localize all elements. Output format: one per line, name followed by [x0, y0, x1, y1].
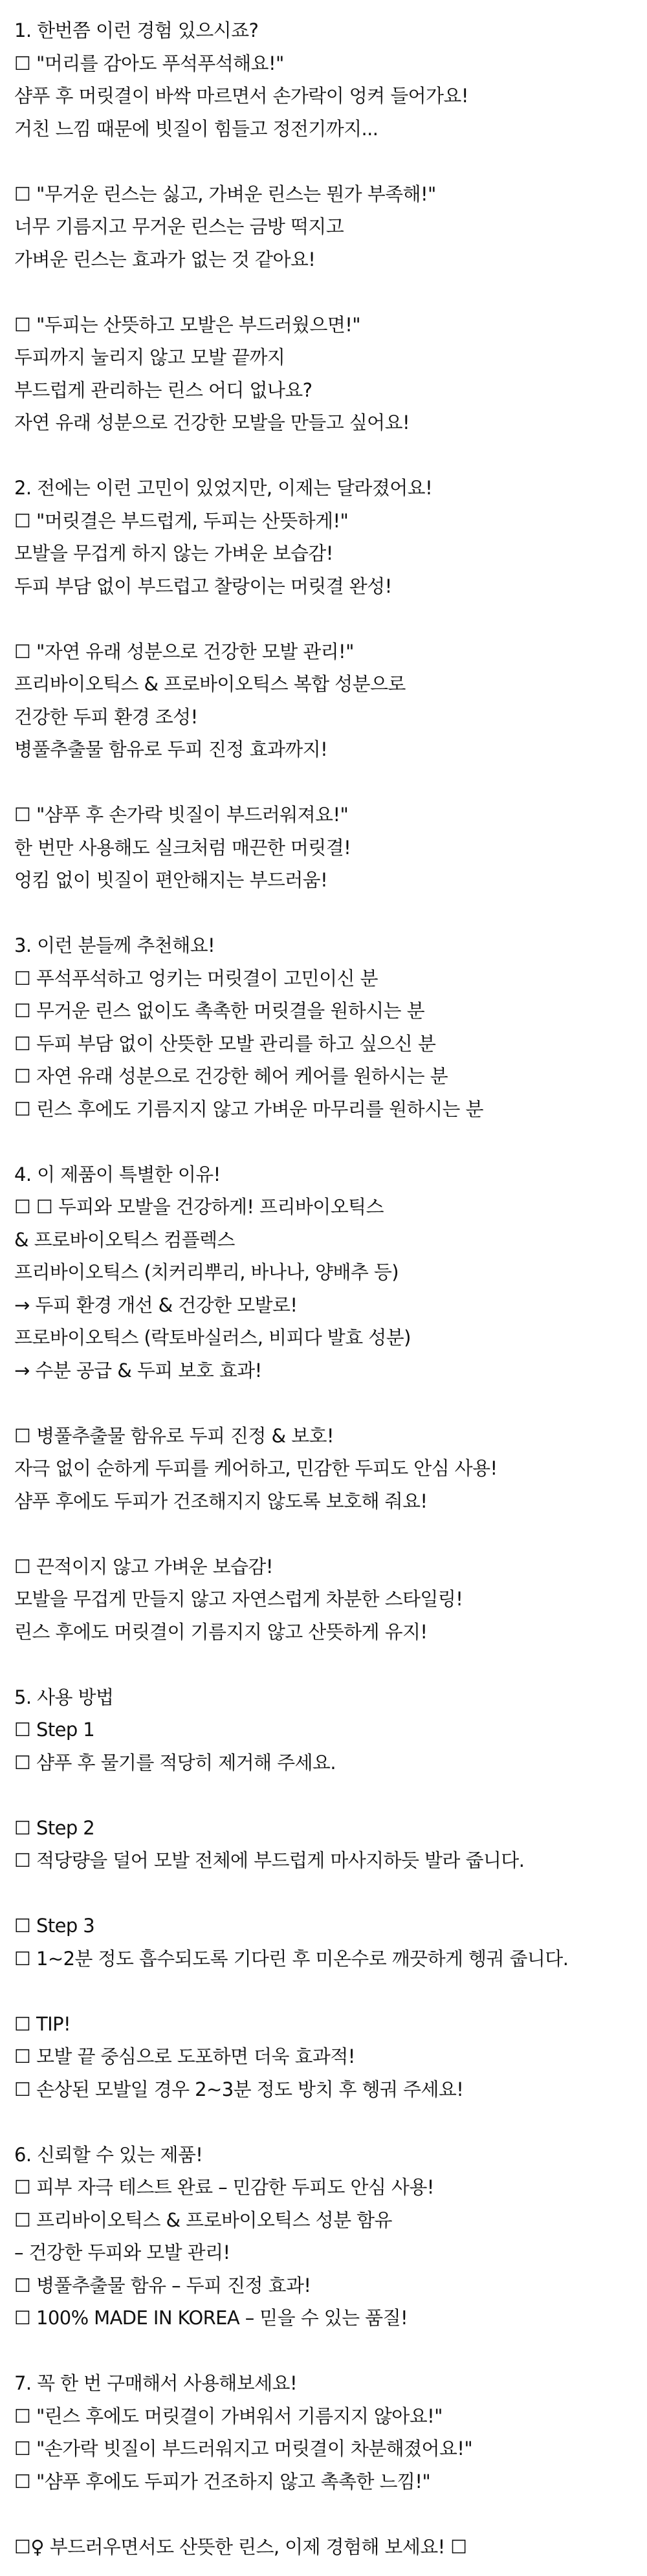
text-line: ☐ 병풀추출물 함유 – 두피 진정 효과! — [14, 2274, 311, 2296]
text-line: 엉킴 없이 빗질이 편안해지는 부드러움! — [14, 869, 328, 891]
text-line: 너무 기름지고 무거운 린스는 금방 떡지고 — [14, 215, 344, 237]
text-line: ☐♀ 부드러우면서도 산뜻한 린스, 이제 경험해 보세요! ☐ — [14, 2536, 467, 2558]
text-line: ☐ 피부 자극 테스트 완료 – 민감한 두피도 안심 사용! — [14, 2176, 434, 2198]
section-heading: 1. 한번쯤 이런 경험 있으시죠? — [14, 19, 259, 41]
text-line: ☐ 손상된 모발일 경우 2~3분 정도 방치 후 헹궈 주세요! — [14, 2078, 464, 2100]
text-line: 한 번만 사용해도 실크처럼 매끈한 머릿결! — [14, 837, 351, 859]
text-line: 샴푸 후 머릿결이 바싹 마르면서 손가락이 엉켜 들어가요! — [14, 85, 468, 107]
text-line: ☐ "머리를 감아도 푸석푸석해요!" — [14, 52, 284, 74]
text-line: 모발을 무겁게 만들지 않고 자연스럽게 차분한 스타일링! — [14, 1588, 463, 1610]
text-line: – 건강한 두피와 모발 관리! — [14, 2241, 230, 2263]
text-line: ☐ ☐ 두피와 모발을 건강하게! 프리바이오틱스 — [14, 1196, 384, 1218]
text-line: ☐ "무거운 린스는 싫고, 가벼운 린스는 뭔가 부족해!" — [14, 183, 436, 205]
text-line: 샴푸 후에도 두피가 건조해지지 않도록 보호해 줘요! — [14, 1490, 428, 1512]
text-line: 병풀추출물 함유로 두피 진정 효과까지! — [14, 738, 328, 760]
text-line: ☐ 끈적이지 않고 가벼운 보습감! — [14, 1556, 273, 1578]
text-line: ☐ Step 1 — [14, 1719, 95, 1741]
text-line: ☐ 푸석푸석하고 엉키는 머릿결이 고민이신 분 — [14, 967, 378, 989]
text-line: ☐ "샴푸 후에도 두피가 건조하지 않고 촉촉한 느낌!" — [14, 2471, 431, 2493]
text-line: ☐ 무거운 린스 없이도 촉촉한 머릿결을 원하시는 분 — [14, 1000, 425, 1022]
text-line: 자극 없이 순하게 두피를 케어하고, 민감한 두피도 안심 사용! — [14, 1457, 498, 1479]
text-line: ☐ "머릿결은 부드럽게, 두피는 산뜻하게!" — [14, 510, 349, 532]
text-line: ☐ 1~2분 정도 흡수되도록 기다린 후 미온수로 깨끗하게 헹궈 줍니다. — [14, 1948, 569, 1970]
section-heading: 3. 이런 분들께 추천해요! — [14, 934, 215, 956]
text-line: ☐ "두피는 산뜻하고 모발은 부드러웠으면!" — [14, 314, 360, 336]
text-line: ☐ "린스 후에도 머릿결이 가벼워서 기름지지 않아요!" — [14, 2405, 443, 2427]
text-line: 거친 느낌 때문에 빗질이 힘들고 정전기까지... — [14, 118, 378, 140]
section-heading: 5. 사용 방법 — [14, 1686, 114, 1708]
text-line: ☐ 100% MADE IN KOREA – 믿을 수 있는 품질! — [14, 2307, 408, 2329]
section-heading: 2. 전에는 이런 고민이 있었지만, 이제는 달라졌어요! — [14, 477, 433, 499]
text-line: ☐ Step 3 — [14, 1915, 95, 1937]
text-line: ☐ 모발 끝 중심으로 도포하면 더욱 효과적! — [14, 2045, 355, 2067]
text-line: 두피 부담 없이 부드럽고 찰랑이는 머릿결 완성! — [14, 575, 392, 597]
text-line: ☐ 두피 부담 없이 산뜻한 모발 관리를 하고 싶으신 분 — [14, 1033, 436, 1055]
text-line: 자연 유래 성분으로 건강한 모발을 만들고 싶어요! — [14, 412, 410, 434]
section-heading: 4. 이 제품이 특별한 이유! — [14, 1163, 221, 1185]
text-line: 모발을 무겁게 하지 않는 가벼운 보습감! — [14, 542, 333, 564]
section-heading: 6. 신뢰할 수 있는 제품! — [14, 2144, 203, 2166]
text-line: ☐ TIP! — [14, 2013, 71, 2035]
text-line: 프로바이오틱스 (락토바실러스, 비피다 발효 성분) — [14, 1327, 411, 1349]
text-line: → 두피 환경 개선 & 건강한 모발로! — [14, 1294, 298, 1316]
text-line: 부드럽게 관리하는 린스 어디 없나요? — [14, 379, 313, 401]
section-heading: 7. 꼭 한 번 구매해서 사용해보세요! — [14, 2372, 297, 2394]
text-line: ☐ "자연 유래 성분으로 건강한 모발 관리!" — [14, 641, 354, 663]
text-line: → 수분 공급 & 두피 보호 효과! — [14, 1360, 262, 1382]
text-line: 프리바이오틱스 (치커리뿌리, 바나나, 양배추 등) — [14, 1261, 399, 1283]
text-line: 린스 후에도 머릿결이 기름지지 않고 산뜻하게 유지! — [14, 1621, 428, 1643]
text-line: ☐ 샴푸 후 물기를 적당히 제거해 주세요. — [14, 1752, 336, 1774]
text-line: ☐ 프리바이오틱스 & 프로바이오틱스 성분 함유 — [14, 2209, 392, 2231]
text-line: & 프로바이오틱스 컴플렉스 — [14, 1229, 235, 1251]
text-line: ☐ 병풀추출물 함유로 두피 진정 & 보호! — [14, 1425, 334, 1447]
text-line: ☐ 자연 유래 성분으로 건강한 헤어 케어를 원하시는 분 — [14, 1065, 448, 1087]
text-line: 프리바이오틱스 & 프로바이오틱스 복합 성분으로 — [14, 673, 406, 695]
text-line: ☐ 린스 후에도 기름지지 않고 가벼운 마무리를 원하시는 분 — [14, 1098, 483, 1120]
text-line: ☐ "손가락 빗질이 부드러워지고 머릿결이 차분해졌어요!" — [14, 2438, 473, 2460]
text-line: 가벼운 린스는 효과가 없는 것 같아요! — [14, 248, 316, 270]
text-line: ☐ "샴푸 후 손가락 빗질이 부드러워져요!" — [14, 804, 349, 826]
text-line: 건강한 두피 환경 조성! — [14, 706, 198, 728]
text-line: ☐ Step 2 — [14, 1817, 95, 1839]
text-line: 두피까지 눌리지 않고 모발 끝까지 — [14, 346, 285, 368]
text-line: ☐ 적당량을 덜어 모발 전체에 부드럽게 마사지하듯 발라 줍니다. — [14, 1849, 525, 1871]
